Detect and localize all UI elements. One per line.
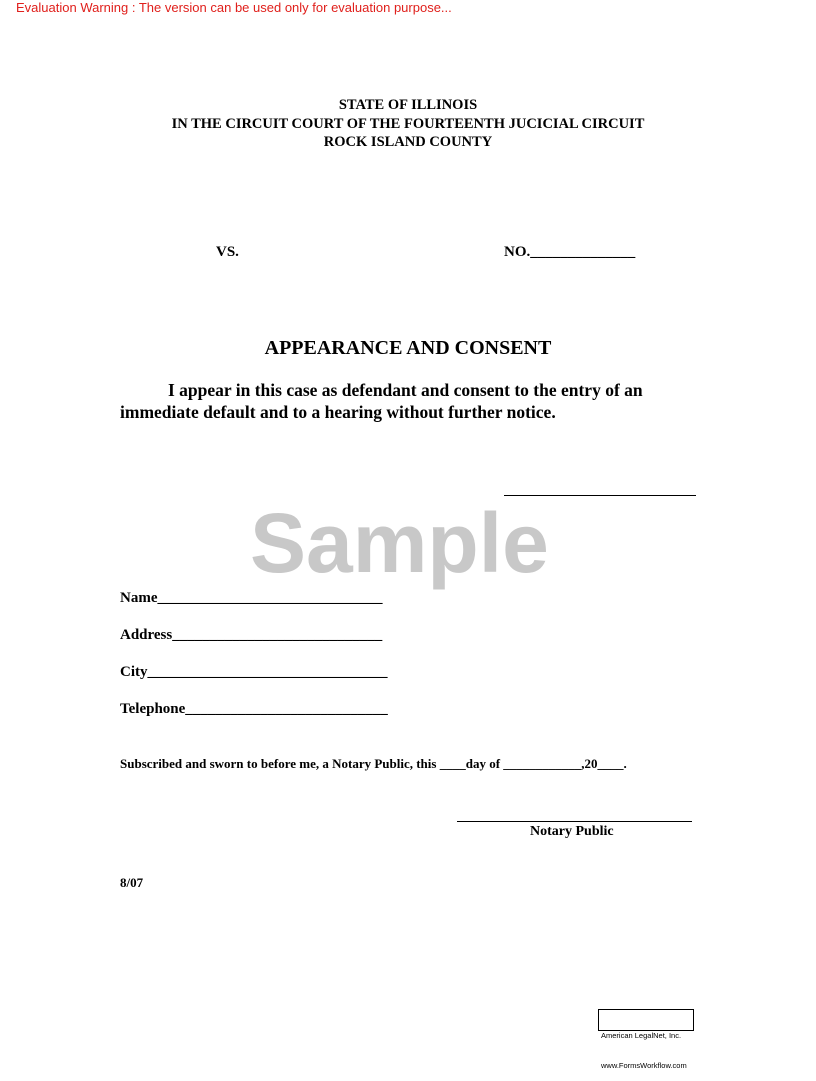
stamp-url: www.FormsWorkflow.com	[601, 1061, 687, 1070]
notary-sworn-statement: Subscribed and sworn to before me, a Notary Public, this ____day of ____________,20____.	[120, 756, 627, 771]
sample-watermark: Sample	[250, 496, 549, 590]
telephone-field: Telephone___________________________	[120, 701, 388, 717]
vs-label: VS.	[216, 244, 239, 260]
header-court: IN THE CIRCUIT COURT OF THE FOURTEENTH JUCICIAL CIRCUIT	[171, 116, 645, 132]
document-title: APPEARANCE AND CONSENT	[264, 337, 552, 359]
case-number-field: NO.______________	[504, 244, 636, 260]
notary-signature-line	[457, 821, 692, 822]
notary-public-label: Notary Public	[530, 824, 614, 839]
header-state: STATE OF ILLINOIS	[338, 97, 478, 113]
name-field: Name______________________________	[120, 590, 383, 606]
address-field: Address____________________________	[120, 627, 383, 643]
body-line-2: immediate default and to a hearing without further notice.	[120, 402, 556, 422]
stamp-company: American LegalNet, Inc.	[601, 1031, 682, 1040]
header-county: ROCK ISLAND COUNTY	[323, 134, 493, 150]
city-field: City________________________________	[120, 664, 388, 680]
form-date: 8/07	[120, 875, 144, 890]
evaluation-warning: Evaluation Warning : The version can be used only for evaluation purpose...	[16, 0, 452, 15]
body-line-1: I appear in this case as defendant and consent to the entry of an	[168, 380, 643, 400]
publisher-stamp	[598, 1009, 694, 1070]
